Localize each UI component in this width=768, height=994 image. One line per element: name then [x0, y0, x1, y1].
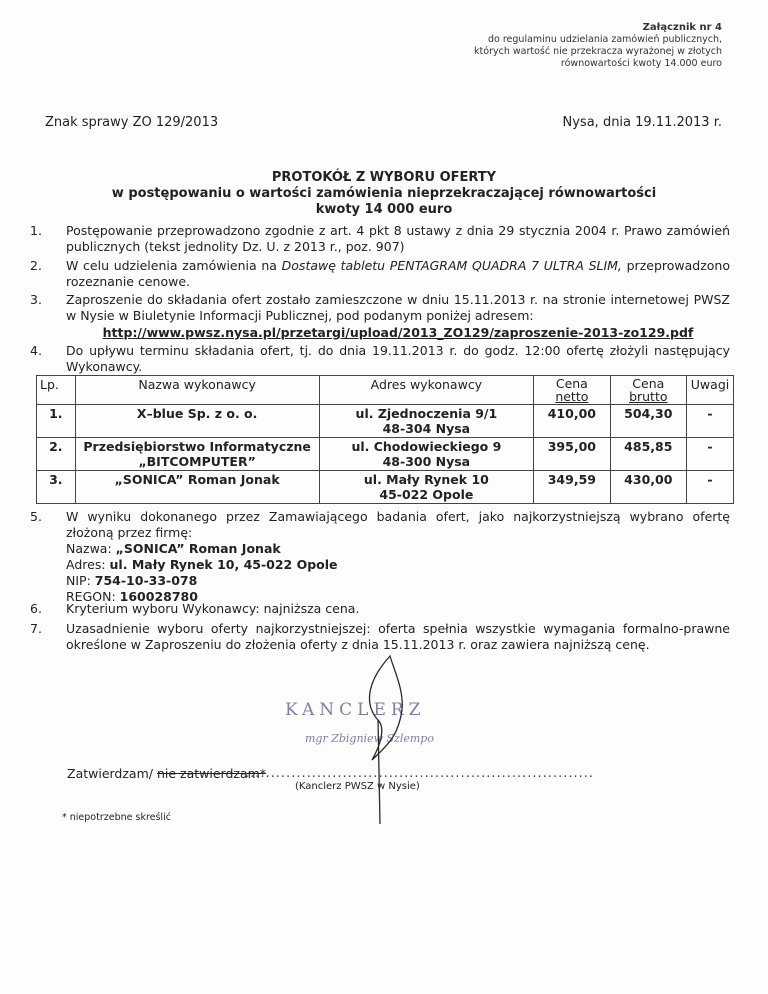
signature-icon — [350, 650, 430, 825]
cell-name — [75, 438, 319, 471]
annex-note — [362, 22, 722, 70]
list-item — [30, 292, 730, 341]
cell-name-line: Przedsiębiorstwo Informatyczne — [83, 439, 311, 454]
cell-address-line: ul. Chodowieckiego 9 — [351, 439, 502, 454]
col-lp: Lp. — [37, 376, 76, 405]
cell-net: 410,00 — [534, 405, 610, 438]
item-text: Uzasadnienie wyboru oferty najkorzystniejszej: oferta spełnia wszystkie wymagania formalno-prawne określone w Zaproszeniu do złożenia oferty z dnia 15.11.2013 r. oraz zawiera najniższą cenę. — [66, 621, 730, 652]
item-text: Do upływu terminu składania ofert, tj. do dnia 19.11.2013 r. do godz. 12:00 ofertę złożyli następujący Wykonawcy. — [66, 343, 730, 374]
cell-address-line: 45-022 Opole — [379, 487, 474, 502]
place-date: Nysa, dnia 19.11.2013 r. — [562, 115, 722, 130]
cell-net: 395,00 — [534, 438, 610, 471]
approval-line — [67, 766, 266, 781]
winner-name-value: „SONICA” Roman Jonak — [115, 541, 281, 556]
signatory-caption: (Kanclerz PWSZ w Nysie) — [295, 781, 420, 792]
order-subject: Dostawę tabletu PENTAGRAM QUADRA 7 ULTRA SLIM, — [281, 258, 622, 273]
winner-nip-label: NIP: — [66, 573, 91, 588]
item-text: Kryterium wyboru Wykonawcy: najniższa cena. — [66, 601, 360, 616]
col-net — [534, 376, 610, 405]
winner-regon-label: REGON: — [66, 589, 116, 604]
title-line: kwoty 14 000 euro — [315, 202, 453, 217]
annex-line: których wartość nie przekracza wyrażonej w złotych — [474, 46, 722, 57]
list-item — [30, 621, 730, 653]
item-number: 1. — [30, 223, 42, 238]
col-name: Nazwa wykonawcy — [75, 376, 319, 405]
cell-address-line: 48-304 Nysa — [382, 421, 471, 436]
cell-gross: 504,30 — [610, 405, 686, 438]
item-number: 5. — [30, 509, 42, 524]
cell-address — [319, 438, 534, 471]
table-header-row — [37, 376, 734, 405]
col-net-sub: netto — [555, 389, 589, 404]
list-item — [30, 258, 730, 290]
item-number: 3. — [30, 292, 42, 307]
approve-text: Zatwierdzam/ — [67, 766, 153, 781]
item-number: 7. — [30, 621, 42, 636]
col-gross-label: Cena — [632, 376, 665, 391]
cell-lp: 1. — [37, 405, 76, 438]
cell-address — [319, 471, 534, 504]
cell-gross: 485,85 — [610, 438, 686, 471]
cell-lp: 2. — [37, 438, 76, 471]
col-net-label: Cena — [555, 376, 588, 391]
title-line: PROTOKÓŁ Z WYBORU OFERTY — [271, 170, 497, 185]
item-number: 4. — [30, 343, 42, 358]
invitation-link[interactable]: http://www.pwsz.nysa.pl/przetargi/upload/2013_ZO129/zaproszenie-2013-zo129.pdf — [102, 325, 694, 340]
list-item — [30, 601, 730, 617]
item-text: W wyniku dokonanego przez Zamawiającego badania ofert, jako najkorzystniejszą wybrano ofertę złożoną przez firmę: — [66, 509, 730, 540]
cell-net: 349,59 — [534, 471, 610, 504]
cell-notes: - — [687, 405, 734, 438]
cell-name-line: „SONICA” Roman Jonak — [114, 472, 280, 487]
cell-name — [75, 471, 319, 504]
item-text: Postępowanie przeprowadzono zgodnie z art. 4 pkt 8 ustawy z dnia 29 stycznia 2004 r. Prawo zamówień publicznych (tekst jednolity Dz. U. z 2013 r., poz. 907) — [66, 223, 730, 254]
list-item — [30, 509, 730, 605]
table-row — [37, 438, 734, 471]
document-title — [0, 170, 768, 218]
list-item — [30, 223, 730, 255]
cell-notes: - — [687, 438, 734, 471]
offers-table — [36, 375, 734, 504]
col-address: Adres wykonawcy — [319, 376, 534, 405]
col-gross-sub: brutto — [629, 389, 668, 404]
signature-line: .................................................................... — [245, 766, 594, 781]
item-number: 6. — [30, 601, 42, 616]
winner-name — [66, 541, 730, 557]
winner-nip-value: 754-10-33-078 — [94, 573, 198, 588]
item-number: 2. — [30, 258, 42, 273]
annex-line: równowartości kwoty 14.000 euro — [560, 58, 722, 69]
reject-text: nie zatwierdzam* — [156, 766, 267, 781]
item-text — [66, 258, 730, 290]
cell-address-line: 48-300 Nysa — [382, 454, 471, 469]
cell-name-line: X–blue Sp. z o. o. — [136, 406, 258, 421]
footnote: * niepotrzebne skreślić — [62, 812, 171, 823]
cell-name — [75, 405, 319, 438]
case-number: Znak sprawy ZO 129/2013 — [45, 115, 219, 130]
winner-address — [66, 557, 730, 573]
annex-line: do regulaminu udzielania zamówień publicznych, — [487, 34, 722, 45]
cell-address-line: ul. Mały Rynek 10 — [363, 472, 489, 487]
annex-title: Załącznik nr 4 — [642, 22, 722, 33]
item-text: Zaproszenie do składania ofert zostało zamieszczone w dniu 15.11.2013 r. na stronie internetowej PWSZ w Nysie w Biuletynie Informacji Publicznej, pod podanym poniżej adresem: — [66, 292, 730, 323]
item-text-post: przeprowadzono rozeznanie cenowe. — [66, 258, 730, 289]
cell-lp: 3. — [37, 471, 76, 504]
winner-regon-value: 160028780 — [119, 589, 198, 604]
list-item — [30, 343, 730, 375]
title-line: w postępowaniu o wartości zamówienia nieprzekraczającej równowartości — [111, 186, 657, 201]
table-row — [37, 405, 734, 438]
winner-address-label: Adres: — [66, 557, 106, 572]
cell-address — [319, 405, 534, 438]
cell-address-line: ul. Zjednoczenia 9/1 — [355, 406, 498, 421]
winner-address-value: ul. Mały Rynek 10, 45-022 Opole — [109, 557, 338, 572]
cell-name-line: „BITCOMPUTER” — [138, 454, 256, 469]
cell-notes: - — [687, 471, 734, 504]
stamp-name: mgr Zbigniew Szlempo — [305, 732, 434, 745]
cell-gross: 430,00 — [610, 471, 686, 504]
col-gross — [610, 376, 686, 405]
item-text-pre: W celu udzielenia zamówienia na — [66, 258, 277, 273]
table-row — [37, 471, 734, 504]
stamp-title: KANCLERZ — [285, 700, 426, 720]
winner-nip — [66, 573, 730, 589]
winner-name-label: Nazwa: — [66, 541, 112, 556]
col-notes: Uwagi — [687, 376, 734, 405]
